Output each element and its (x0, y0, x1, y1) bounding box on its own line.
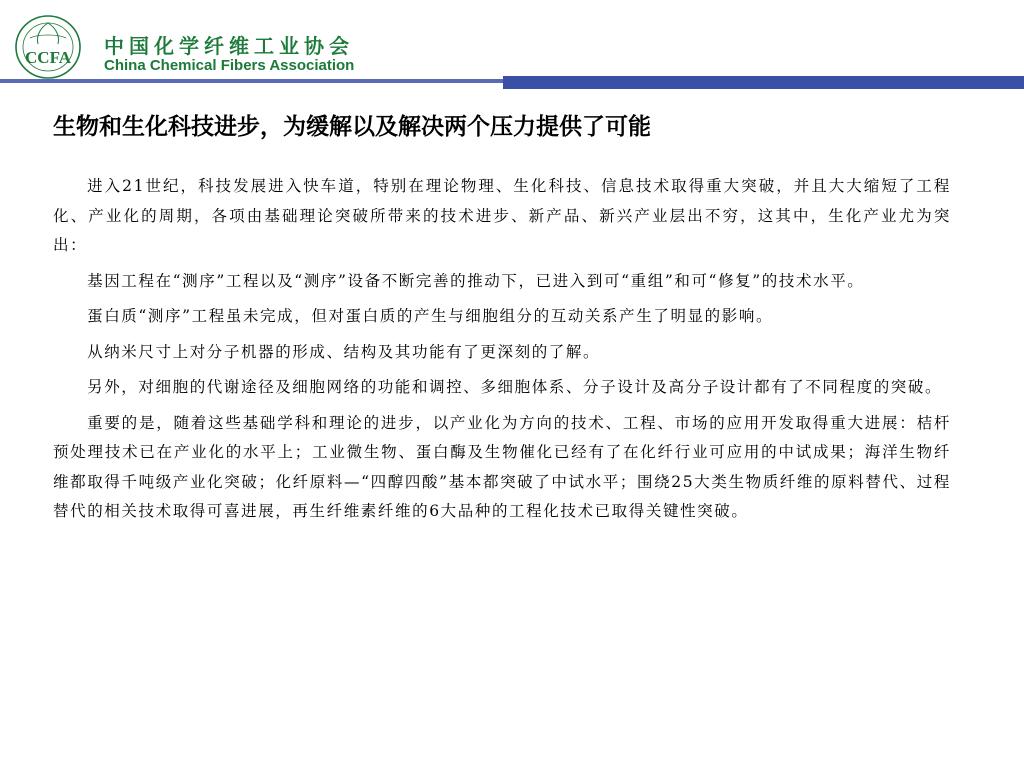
paragraph: 重要的是，随着这些基础学科和理论的进步，以产业化为方向的技术、工程、市场的应用开发取得重大进展：桔杆预处理技术已在产业化的水平上；工业微生物、蛋白酶及生物催化已经有了在化纤行业可应用的中试成果；海洋生物纤维都取得千吨级产业化突破；化纤原料—“四醇四酸”基本都突破了中试水平；围绕25大类生物质纤维的原料替代、过程替代的相关技术取得可喜进展，再生纤维素纤维的6大品种的工程化技术已取得关键性突破。 (53, 413, 951, 520)
slide-body (53, 172, 951, 533)
slide-title: 生物和生化科技进步，为缓解以及解决两个压力提供了可能 (53, 114, 651, 140)
logo-text: CCFA (25, 48, 71, 67)
org-name-cn: 中国化学纤维工业协会 (104, 34, 354, 58)
header-accent-bar (503, 76, 1024, 89)
paragraph: 蛋白质“测序”工程虽未完成，但对蛋白质的产生与细胞组分的互动关系产生了明显的影响。 (87, 307, 774, 325)
paragraph: 从纳米尺寸上对分子机器的形成、结构及其功能有了更深刻的了解。 (87, 342, 601, 361)
paragraph: 基因工程在“测序”工程以及“测序”设备不断完善的推动下，已进入到可“重组”和可“修复”的技术水平。 (87, 271, 865, 290)
org-name-en: China Chemical Fibers Association (104, 57, 355, 74)
paragraph: 进入21世纪，科技发展进入快车道，特别在理论物理、生化科技、信息技术取得重大突破，并且大大缩短了工程化、产业化的周期，各项由基础理论突破所带来的技术进步、新产品、新兴产业层出不穷，这其中，生化产业尤为突出： (53, 177, 951, 254)
ccfa-logo (14, 14, 82, 80)
paragraph: 另外，对细胞的代谢途径及细胞网络的功能和调控、多细胞体系、分子设计及高分子设计都有了不同程度的突破。 (87, 378, 943, 396)
